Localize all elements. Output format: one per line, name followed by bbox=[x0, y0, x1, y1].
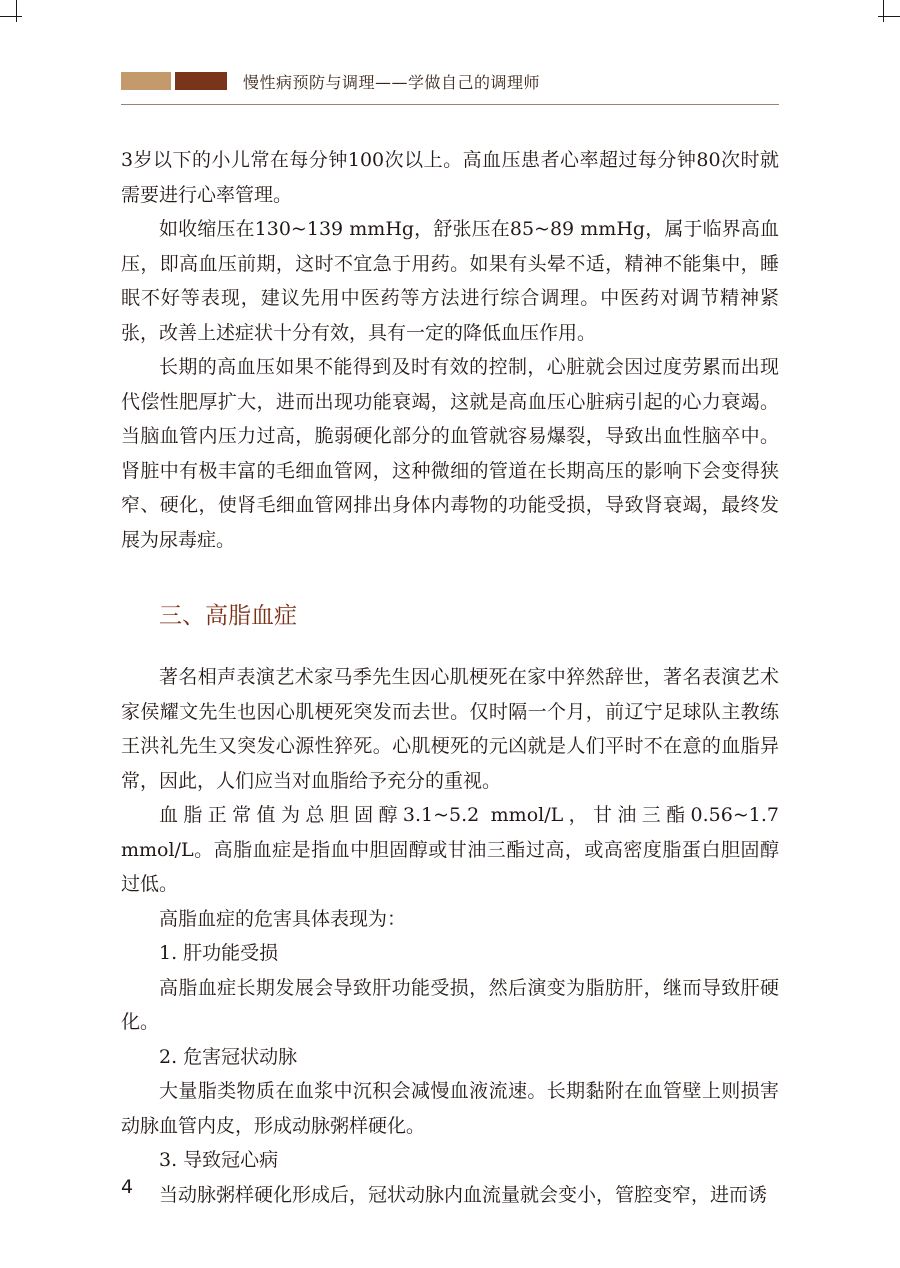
running-header bbox=[121, 70, 540, 92]
paragraph-6: 高脂血症的危害具体表现为： bbox=[159, 907, 407, 930]
crop-mark-top-left-vertical bbox=[16, 0, 17, 22]
crop-mark-top-right-horizontal bbox=[878, 16, 900, 17]
header-rule bbox=[121, 104, 779, 105]
paragraph-8: 大量脂类物质在血浆中沉积会减慢血液流速。长期黏附在血管壁上则损害动脉血管内皮，形成动脉粥样硬化。 bbox=[121, 1080, 779, 1137]
paragraph-1: 3岁以下的小儿常在每分钟100次以上。高血压患者心率超过每分钟80次时就需要进行心率管理。 bbox=[121, 149, 779, 206]
paragraph-2: 如收缩压在130~139 mmHg，舒张压在85~89 mmHg，属于临界高血压，即高血压前期，这时不宜急于用药。如果有头晕不适，精神不能集中，睡眠不好等表现，建议先用中医药等方法进行综合调理。中医药对调节精神紧张，改善上述症状十分有效，具有一定的降低血压作用。 bbox=[121, 218, 779, 344]
crop-mark-top-left-horizontal bbox=[0, 16, 22, 17]
page-body bbox=[121, 143, 779, 1212]
crop-mark-top-right-vertical bbox=[883, 0, 884, 22]
paragraph-4: 著名相声表演艺术家马季先生因心肌梗死在家中猝然辞世，著名表演艺术家侯耀文先生也因心肌梗死突发而去世。仅时隔一个月，前辽宁足球队主教练王洪礼先生又突发心源性猝死。心肌梗死的元凶就是人们平时不在意的血脂异常，因此，人们应当对血脂给予充分的重视。 bbox=[121, 666, 779, 792]
page-number: 4 bbox=[121, 1176, 134, 1198]
paragraph-7: 高脂血症长期发展会导致肝功能受损，然后演变为脂肪肝，继而导致肝硬化。 bbox=[121, 976, 779, 1033]
section-heading: 三、高脂血症 bbox=[159, 603, 297, 629]
paragraph-9: 当动脉粥样硬化形成后，冠状动脉内血流量就会变小，管腔变窄，进而诱 bbox=[159, 1183, 768, 1206]
paragraph-3: 长期的高血压如果不能得到及时有效的控制，心脏就会因过度劳累而出现代偿性肥厚扩大，进而出现功能衰竭，这就是高血压心脏病引起的心力衰竭。当脑血管内压力过高，脆弱硬化部分的血管就容易爆裂，导致出血性脑卒中。肾脏中有极丰富的毛细血管网，这种微细的管道在长期高压的影响下会变得狭窄、硬化，使肾毛细血管网排出身体内毒物的功能受损，导致肾衰竭，最终发展为尿毒症。 bbox=[121, 356, 779, 551]
paragraph-5: 血脂正常值为总胆固醇3.1~5.2 mmol/L，甘油三酯0.56~1.7 mmol/L。高脂血症是指血中胆固醇或甘油三酯过高，或高密度脂蛋白胆固醇过低。 bbox=[121, 804, 779, 895]
subheading-1: 1. 肝功能受损 bbox=[159, 942, 279, 964]
header-bar-light bbox=[121, 72, 171, 90]
subheading-3: 3. 导致冠心病 bbox=[159, 1149, 279, 1171]
header-title: 慢性病预防与调理——学做自己的调理师 bbox=[243, 72, 541, 92]
header-bar-dark bbox=[175, 72, 227, 90]
subheading-2: 2. 危害冠状动脉 bbox=[159, 1045, 298, 1068]
